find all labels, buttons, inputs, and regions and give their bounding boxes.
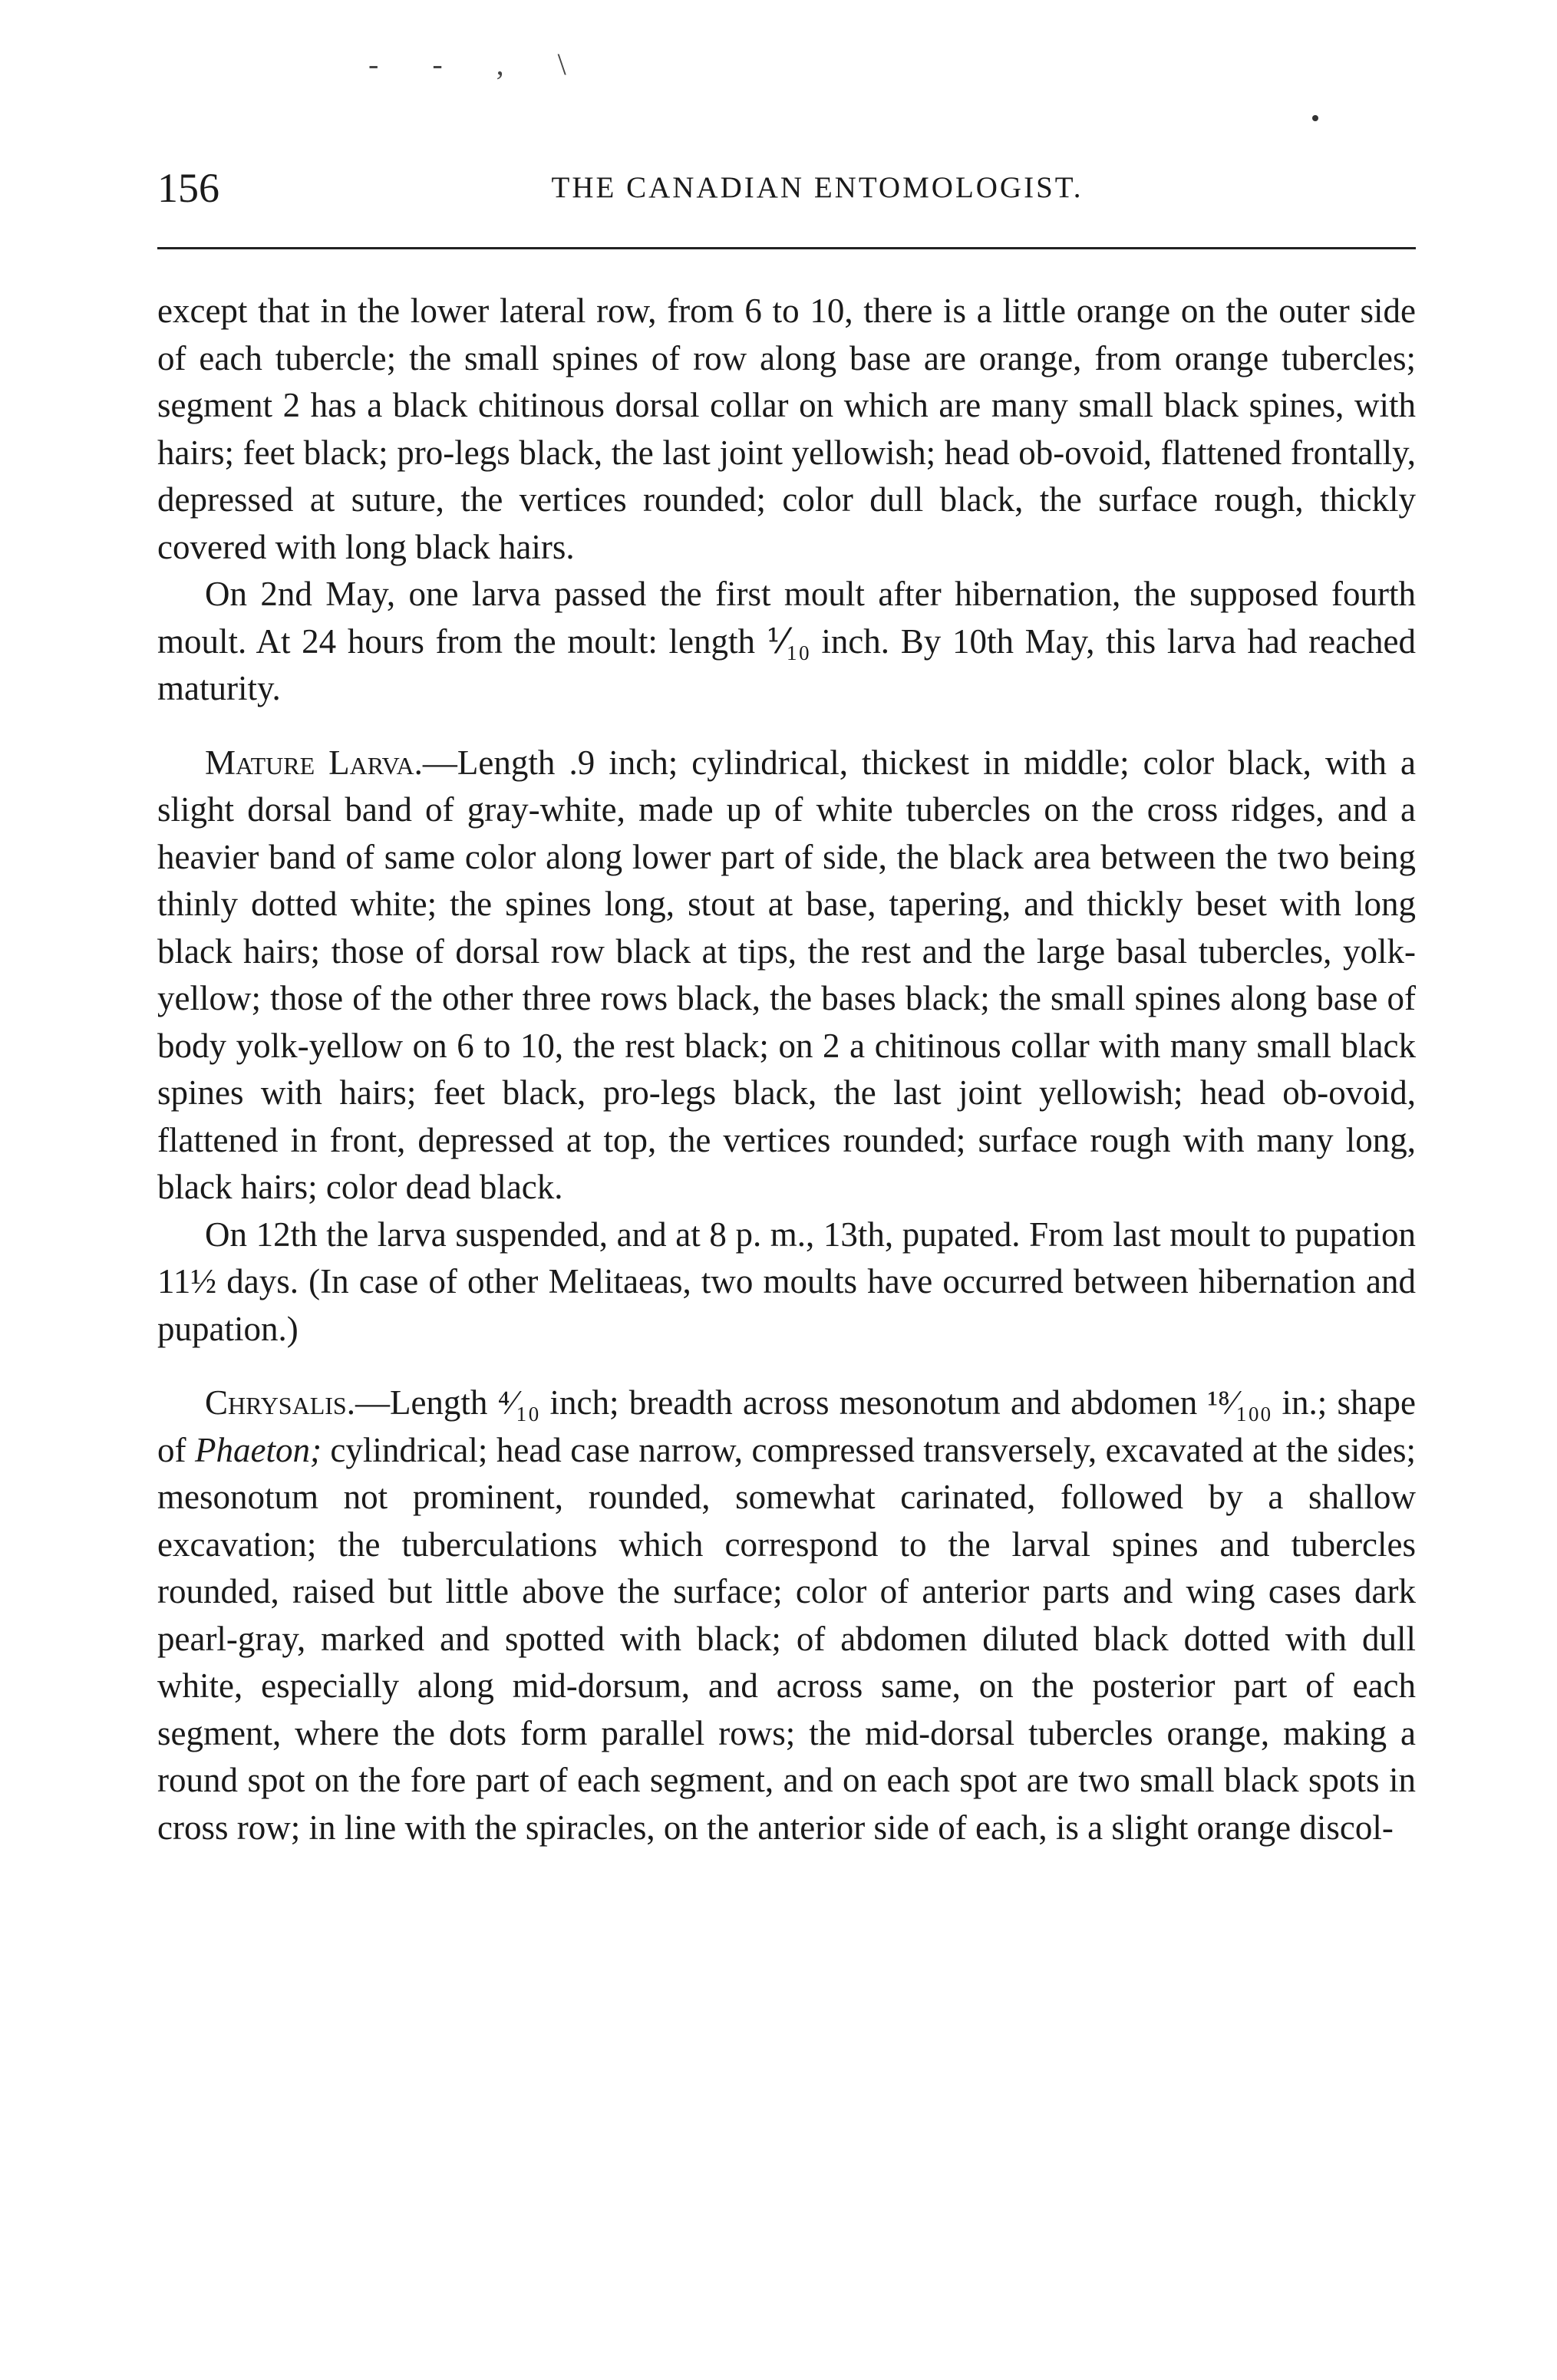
paragraph-chrysalis [157, 1380, 1416, 1851]
running-title: THE CANADIAN ENTOMOLOGIST. [551, 171, 1084, 204]
mature-larva-text: —Length .9 inch; cylindrical, thickest in middle; color black, with a slight dorsal band of gray-white, made up of white tubercles on the cross ridges, and a heavier band of same color along lower part of side, the black area between the two being thinly dotted white; the spines long, stout at base, tapering, and thickly beset with long black hairs; those of dorsal row black at tips, the rest and the large basal tubercles, yolk-yellow; those of the other three rows black, the bases black; the small spines along base of body yolk-yellow on 6 to 10, the rest black; on 2 a chitinous collar with many small black spines with hairs; feet black, pro-legs black, the last joint yellowish; head ob-ovoid, flattened in front, depressed at top, the vertices rounded; surface rough with many long, black hairs; color dead black. [157, 743, 1417, 1206]
paragraph-continuation: except that in the lower lateral row, from 6 to 10, there is a little orange on the outer side of each tubercle; the small spines of row along base are orange, from orange tubercles; segment 2 has a black chitinous dorsal collar on which are many small black spines, with hairs; feet black; pro-legs black, the last joint yellowish; head ob-ovoid, flattened frontally, depressed at suture, the vertices rounded; color dull black, the surface rough, thickly covered with long black hairs. [157, 292, 1416, 566]
header-rule [157, 247, 1416, 249]
scan-speck [1312, 115, 1318, 121]
chrysalis-text-rest: cylindrical; head case narrow, compressed transversely, excavated at the sides; mesonotum not prominent, rounded, somewhat carinated, followed by a shallow excavation; the tuberculations which correspond to the larval spines and tubercles rounded, raised but little above the surface; color of anterior parts and wing cases dark pearl-gray, marked and spotted with black; of abdomen diluted black dotted with dull white, especially along mid-dorsum, and across same, on the posterior part of each segment, where the dots form parallel rows; the mid-dorsal tubercles orange, making a round spot on the fore part of each segment, and on each spot are two small black spots in cross row; in line with the spiracles, on the anterior side of each, is a slight orange discol- [157, 1430, 1416, 1847]
chrysalis-text-start: —Length ⁴⁄₁₀ inch; breadth across mesonotum and abdomen ¹⁸⁄₁₀₀ in.; shape of [157, 1383, 1416, 1469]
section-heading-mature-larva: Mature Larva. [205, 743, 423, 782]
page-number: 156 [157, 165, 219, 211]
page-header [157, 161, 1416, 215]
species-name-italic: Phaeton; [194, 1430, 322, 1469]
paragraph-mature-larva [157, 740, 1416, 1211]
paragraph-pupation: On 12th the larva suspended, and at 8 p. m., 13th, pupated. From last moult to pupation 11½ days. (In case of other Melitaeas, two moults have occurred between hibernation and pupation.) [157, 1215, 1416, 1348]
body-text [157, 288, 1416, 1851]
paragraph-moult: On 2nd May, one larva passed the first moult after hibernation, the supposed fourth moult. At 24 hours from the moult: length ⅟₁₀ inch. By 10th May, this larva had reached maturity. [157, 575, 1416, 707]
scan-specks: - - , \ [368, 47, 589, 81]
section-heading-chrysalis: Chrysalis. [205, 1383, 355, 1422]
